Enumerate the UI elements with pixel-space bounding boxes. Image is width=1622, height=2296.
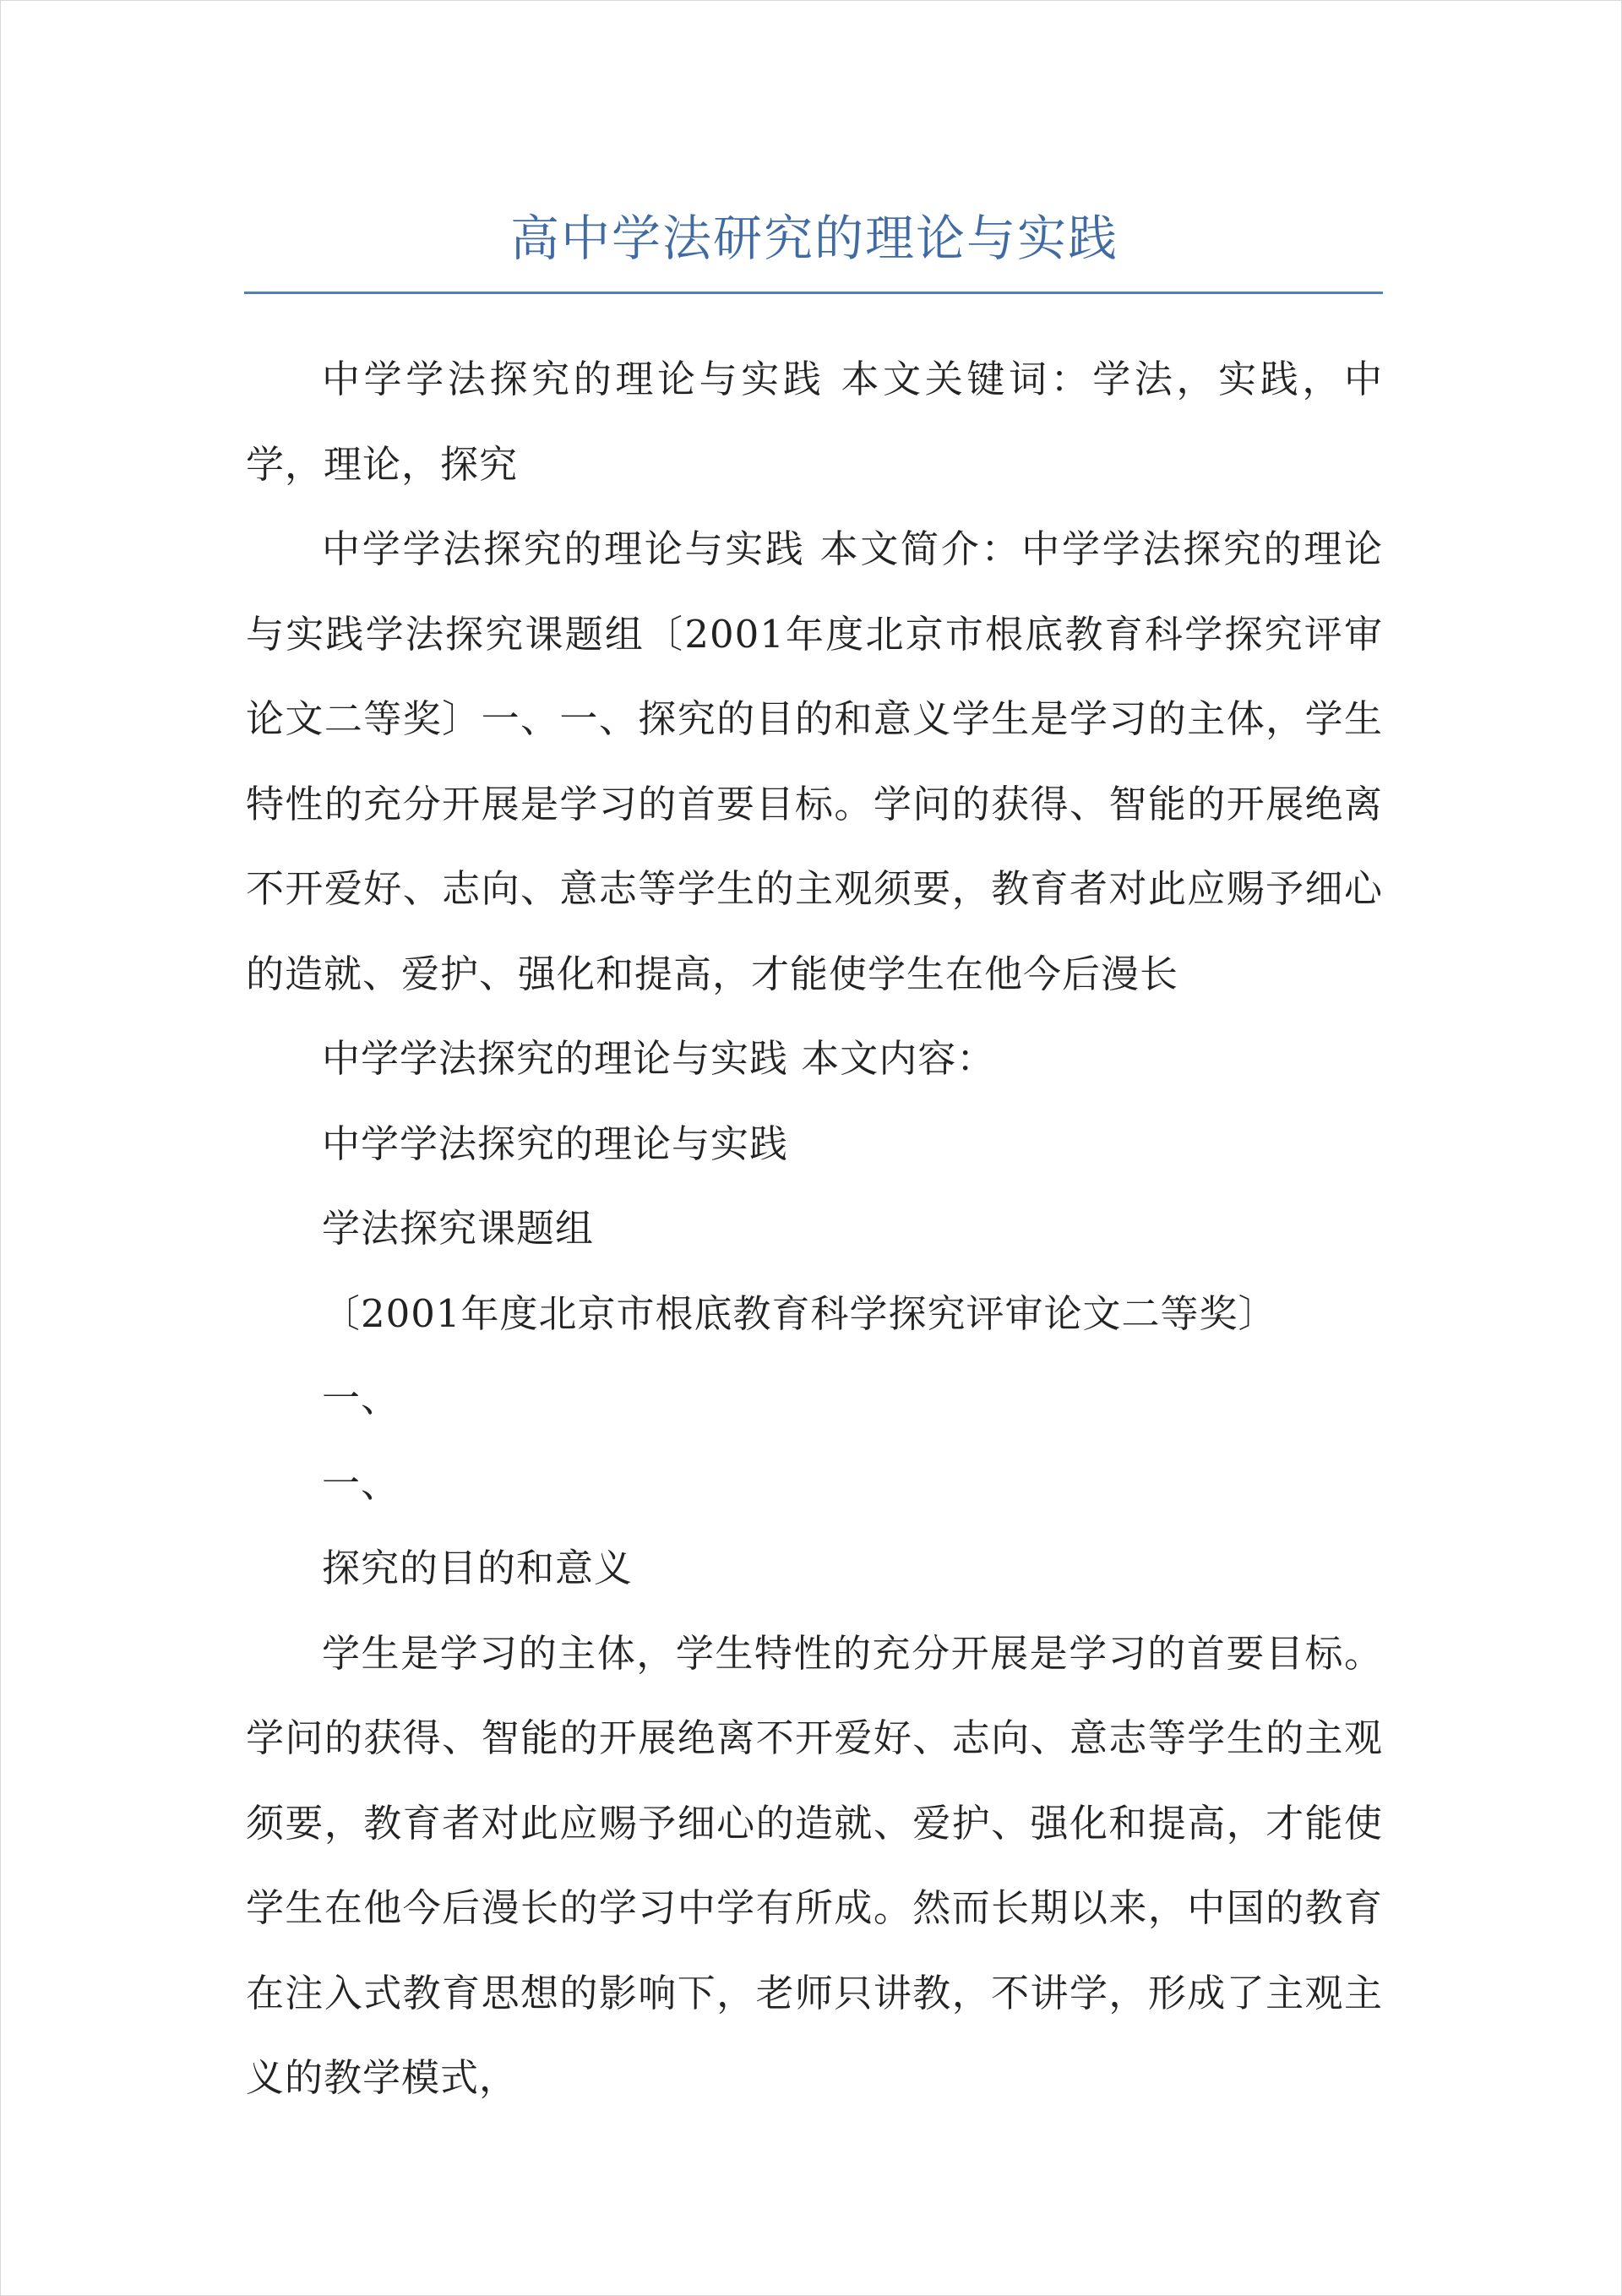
paragraph-summary: 中学学法探究的理论与实践 本文简介：中学学法探究的理论与实践学法探究课题组〔2001年度北京市根底教育科学探究评审论文二等奖〕一、一、探究的目的和意义学生是学习的主体，学生特性的充分开展是学习的首要目标。学问的获得、智能的开展绝离不开爱好、志向、意志等学生的主观须要，教育者对此应赐予细心的造就、爱护、强化和提高，才能使学生在他今后漫长: [246, 526, 1383, 996]
document-title: 高中学法研究的理论与实践: [509, 210, 1119, 267]
paragraph-heading: 中学学法探究的理论与实践: [322, 1121, 789, 1166]
document-body: [246, 337, 1383, 2121]
paragraph-group: 学法探究课题组: [322, 1206, 595, 1251]
title-underline: [244, 292, 1383, 294]
paragraph-keywords: 中学学法探究的理论与实践 本文关键词：学法，实践，中学，理论，探究: [246, 357, 1383, 487]
paragraph-section-number: 一、: [322, 1460, 400, 1506]
paragraph-section-number: 一、: [322, 1376, 400, 1421]
paragraph-section-title: 探究的目的和意义: [322, 1546, 634, 1590]
paragraph-award: 〔2001年度北京市根底教育科学探究评审论文二等奖〕: [322, 1290, 1277, 1336]
paragraph-body: 学生是学习的主体，学生特性的充分开展是学习的首要目标。学问的获得、智能的开展绝离不开爱好、志向、意志等学生的主观须要，教育者对此应赐予细心的造就、爱护、强化和提高，才能使学生在他今后漫长的学习中学有所成。然而长期以来，中国的教育在注入式教育思想的影响下，老师只讲教，不讲学，形成了主观主义的教学模式，: [246, 1630, 1383, 2100]
paragraph-content-label: 中学学法探究的理论与实践 本文内容：: [322, 1036, 996, 1081]
